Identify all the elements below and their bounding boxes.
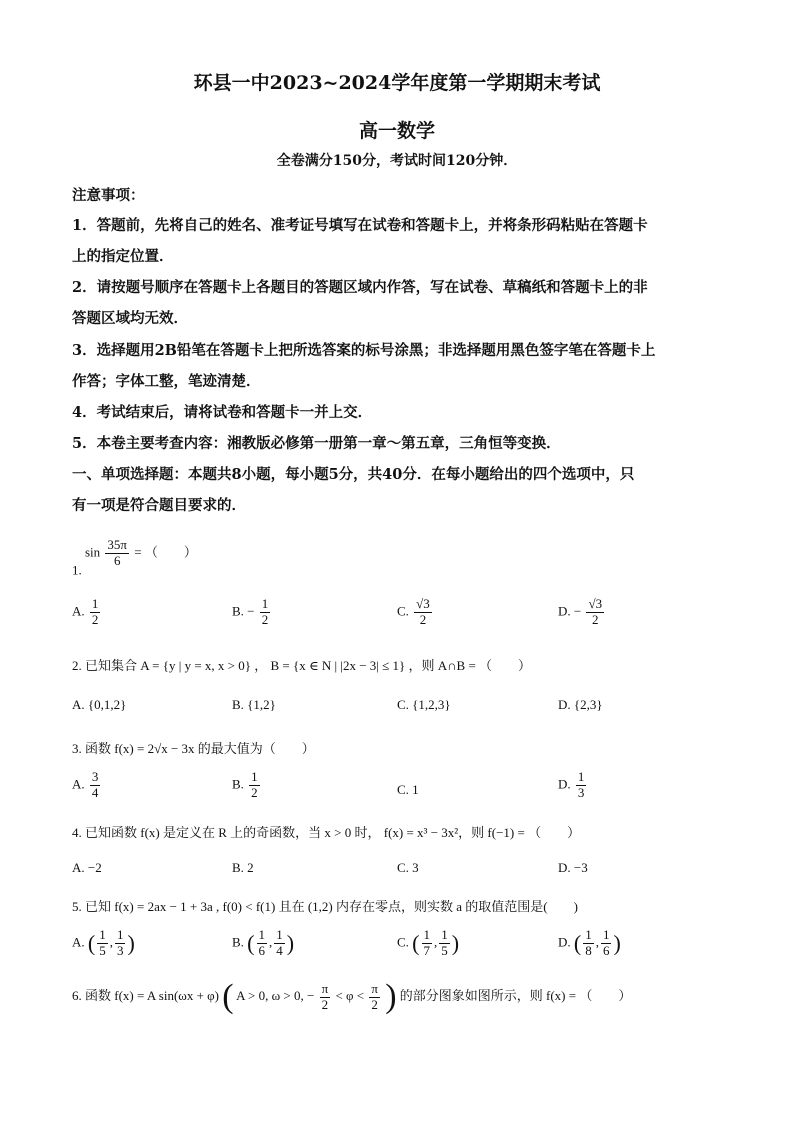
note-line: 3．选择题用2B铅笔在答题卡上把所选答案的标号涂黑；非选择题用黑色签字笔在答题卡上 [72, 342, 656, 359]
question-1: 1. sin $\frac{35\pi}{6}$ = （ ） [72, 537, 197, 578]
section-heading: 有一项是符合题目要求的． [72, 497, 246, 514]
question-6: 6. 函数 f(x) = A sin(ωx + φ) ( A > 0, ω > 0, − $\frac{\pi}{2}$ < φ < $\frac{\pi}{2}$ ) 的部分图象如图所示，则 f(x) = （ ） [72, 978, 632, 1015]
question-4: 4. 已知函数 f(x) 是定义在 R 上的奇函数，当 x > 0 时， f(x) = x³ − 3x²，则 f(−1) = （ ） [72, 825, 581, 840]
q5-option-d: D. ( $\frac{1}{8}$ , $\frac{1}{6}$ ) [558, 927, 621, 958]
note-line: 4．考试结束后，请将试卷和答题卡一并上交． [72, 404, 373, 421]
question-5: 5. 已知 f(x) = 2ax − 1 + 3a , f(0) < f(1) 且在 (1,2) 内存在零点，则实数 a 的取值范围是( ) [72, 899, 578, 914]
q3-option-d: D. $\frac{1}{3}$ [558, 769, 585, 800]
q1-option-a: A. $\frac{1}{2}$ [72, 596, 99, 627]
q4-option-c: C. 3 [397, 860, 419, 875]
q4-option-d: D. −3 [558, 860, 588, 875]
q4-option-b: B. 2 [232, 860, 254, 875]
q1-option-d: D. − $\frac{√3}{2}$ [558, 596, 603, 627]
q1-fraction: $\frac{35\pi}{6}$ [107, 537, 127, 568]
subject-title: 高一数学 [358, 120, 435, 142]
q3-option-a: A. $\frac{3}{4}$ [72, 769, 99, 800]
note-line: 答题区域均无效． [72, 310, 188, 327]
question-3: 3. 函数 f(x) = 2√x − 3x 的最大值为（ ） [72, 741, 315, 756]
q3-option-b: B. $\frac{1}{2}$ [232, 769, 258, 800]
exam-info: 全卷满分150分，考试时间120分钟． [276, 153, 518, 169]
note-line: 2．请按题号顺序在答题卡上各题目的答题区域内作答，写在试卷、草稿纸和答题卡上的非 [72, 279, 648, 296]
q2-option-a: A. {0,1,2} [72, 697, 127, 712]
q1-option-b: B. − $\frac{1}{2}$ [232, 596, 269, 627]
q5-option-c: C. ( $\frac{1}{7}$ , $\frac{1}{5}$ ) [397, 927, 460, 958]
q1-option-c: C. $\frac{√3}{2}$ [397, 596, 430, 627]
exam-title: 环县一中2023~2024学年度第一学期期末考试 [193, 72, 601, 94]
q2-option-d: D. {2,3} [558, 697, 603, 712]
q1-sin: sin [85, 544, 101, 560]
q5-option-b: B. ( $\frac{1}{6}$ , $\frac{1}{4}$ ) [232, 927, 295, 958]
q1-number: 1. [72, 562, 82, 578]
q2-option-c: C. {1,2,3} [397, 697, 451, 712]
note-line: 作答；字体工整，笔迹清楚． [72, 373, 261, 390]
q2-option-b: B. {1,2} [232, 697, 276, 712]
note-line: 1．答题前，先将自己的姓名、准考证号填写在试卷和答题卡上，并将条形码粘贴在答题卡 [72, 217, 648, 234]
q5-option-a: A. ( $\frac{1}{5}$ , $\frac{1}{3}$ ) [72, 927, 135, 958]
q1-paren: （ ） [144, 544, 197, 560]
question-2: 2. 已知集合 A = {y | y = x, x > 0} ， B = {x ∈ N | |2x − 3| ≤ 1} ，则 A∩B = （ ） [72, 658, 532, 673]
q4-option-a: A. −2 [72, 860, 102, 875]
notes-heading: 注意事项： [72, 187, 145, 204]
note-line: 5．本卷主要考查内容：湘教版必修第一册第一章～第五章，三角恒等变换． [72, 435, 561, 452]
section-heading: 一、单项选择题：本题共8小题，每小题5分，共40分．在每小题给出的四个选项中，只 [72, 466, 635, 483]
q3-option-c: C. 1 [397, 782, 419, 797]
note-line: 上的指定位置． [72, 248, 174, 265]
